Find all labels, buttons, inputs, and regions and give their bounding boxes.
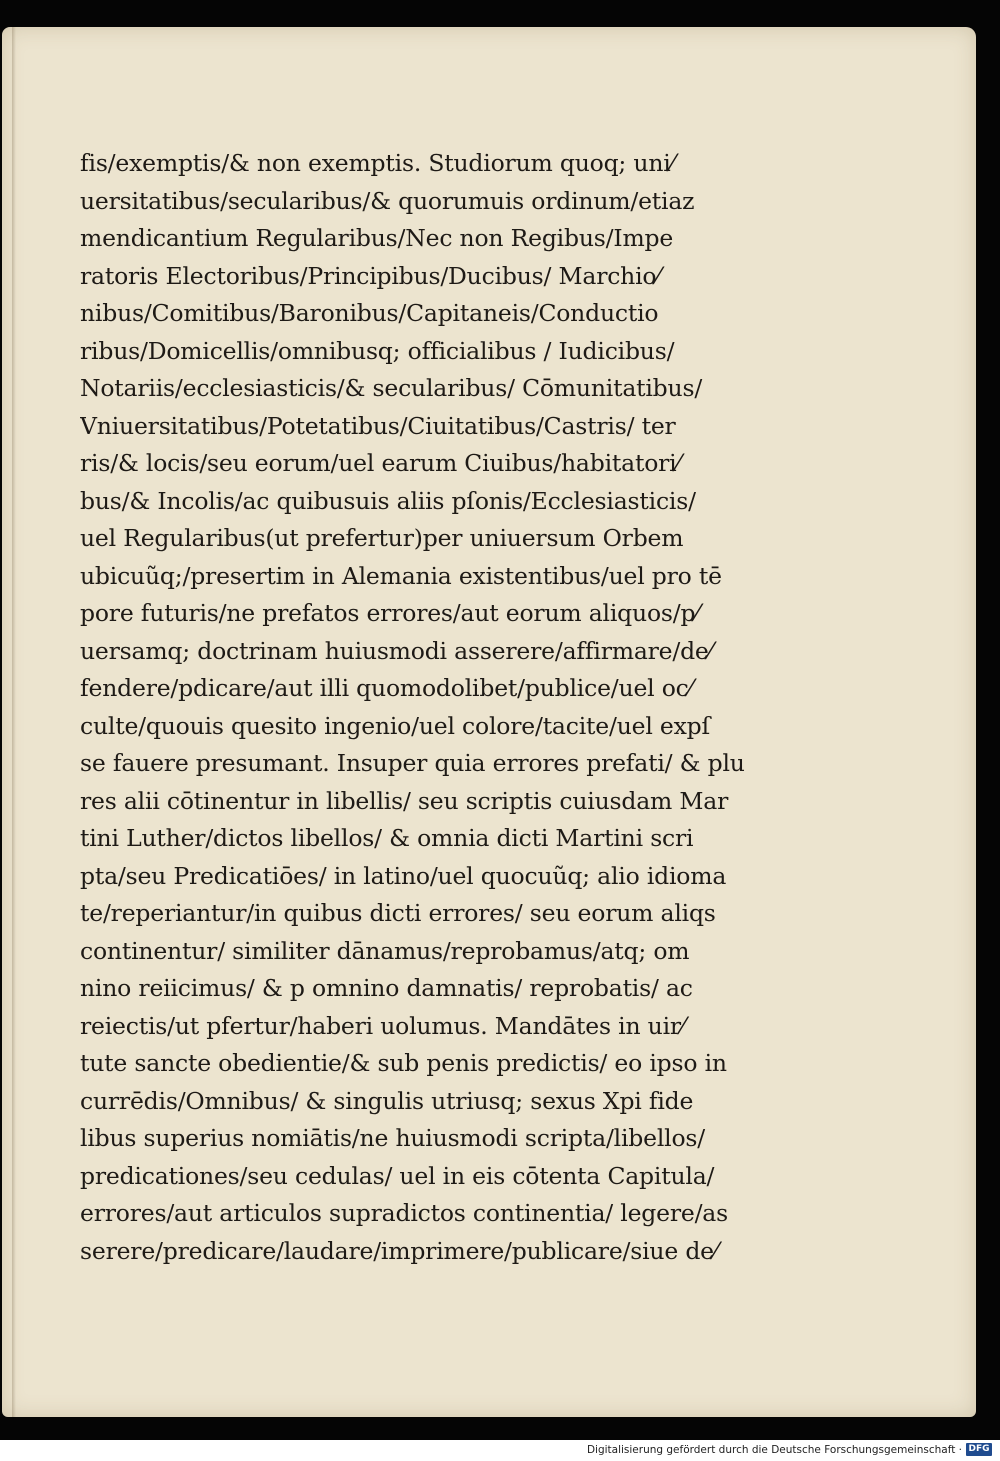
- text-line: ubicuũq;/presertim in Alemania existentibus/uel pro tē: [80, 561, 722, 590]
- text-line: Notariis/ecclesiasticis/& secularibus/ Cōmunitatibus/: [80, 374, 703, 402]
- text-line: uersitatibus/secularibus/& quorumuis ordinum/etiaz: [80, 186, 695, 215]
- text-line: pta/seu Predicatiōes/ in latino/uel quocuũq; alio idioma: [80, 861, 727, 890]
- text-line: ratoris Electoribus/Principibus/Ducibus/ Marchio⁄: [80, 261, 661, 290]
- text-line: currēdis/Omnibus/ & singulis utriusq; sexus Xpi fide: [80, 1086, 694, 1115]
- footer-bar: [0, 1440, 1000, 1461]
- text-line: reiectis/ut pfertur/haberi uolumus. Mandātes in uir⁄: [80, 1011, 685, 1040]
- text-line: continentur/ similiter dānamus/reprobamus/atq; om: [80, 936, 690, 965]
- page-text-block: [80, 145, 785, 1270]
- text-line: errores/aut articulos supradictos continentia/ legere/as: [80, 1199, 728, 1227]
- funding-credit: Digitalisierung gefördert durch die Deutsche Forschungsgemeinschaft ·: [586, 1444, 962, 1456]
- text-line: uel Regularibus(ut prefertur)per uniuersum Orbem: [80, 524, 684, 552]
- text-line: libus superius nomiātis/ne huiusmodi scripta/libellos/: [80, 1124, 706, 1152]
- text-line: fis/exemptis/& non exemptis. Studiorum quoq; uni⁄: [80, 149, 675, 177]
- dfg-logo: DFG: [966, 1443, 992, 1456]
- text-line: tute sancte obedientie/& sub penis predictis/ eo ipso in: [80, 1049, 727, 1077]
- text-line: culte/quouis quesito ingenio/uel colore/tacite/uel expſ: [80, 711, 711, 740]
- text-line: ribus/Domicellis/omnibusq; officialibus / Iudicibus/: [80, 336, 675, 365]
- text-line: nibus/Comitibus/Baronibus/Capitaneis/Conductio: [80, 299, 659, 327]
- text-line: se fauere presumant. Insuper quia errores prefati/ & plu: [80, 749, 745, 777]
- text-line: fendere/pdicare/aut illi quomodolibet/publice/uel oc⁄: [80, 674, 693, 702]
- text-line: tini Luther/dictos libellos/ & omnia dicti Martini scri: [80, 824, 694, 852]
- text-line: pore futuris/ne prefatos errores/aut eorum aliquos/p⁄: [80, 599, 700, 627]
- text-line: nino reiicimus/ & p omnino damnatis/ reprobatis/ ac: [80, 974, 693, 1002]
- text-line: serere/predicare/laudare/imprimere/publicare/siue de⁄: [80, 1236, 718, 1265]
- text-line: res alii cōtinentur in libellis/ seu scriptis cuiusdam Mar: [80, 786, 729, 815]
- page-gutter-shadow: [12, 27, 16, 1417]
- text-line: mendicantium Regularibus/Nec non Regibus/Impe: [80, 224, 674, 252]
- text-line: bus/& Incolis/ac quibusuis aliis pſonis/Ecclesiasticis/: [80, 486, 696, 515]
- book-page: [2, 27, 976, 1417]
- text-line: predicationes/seu cedulas/ uel in eis cōtenta Capitula/: [80, 1161, 715, 1190]
- text-line: ris/& locis/seu eorum/uel earum Ciuibus/habitatori⁄: [80, 449, 681, 477]
- text-line: Vniuersitatibus/Potetatibus/Ciuitatibus/Castris/ ter: [80, 411, 676, 440]
- text-line: te/reperiantur/in quibus dicti errores/ seu eorum aliqs: [80, 899, 716, 927]
- text-line: uersamq; doctrinam huiusmodi asserere/affirmare/de⁄: [80, 636, 713, 665]
